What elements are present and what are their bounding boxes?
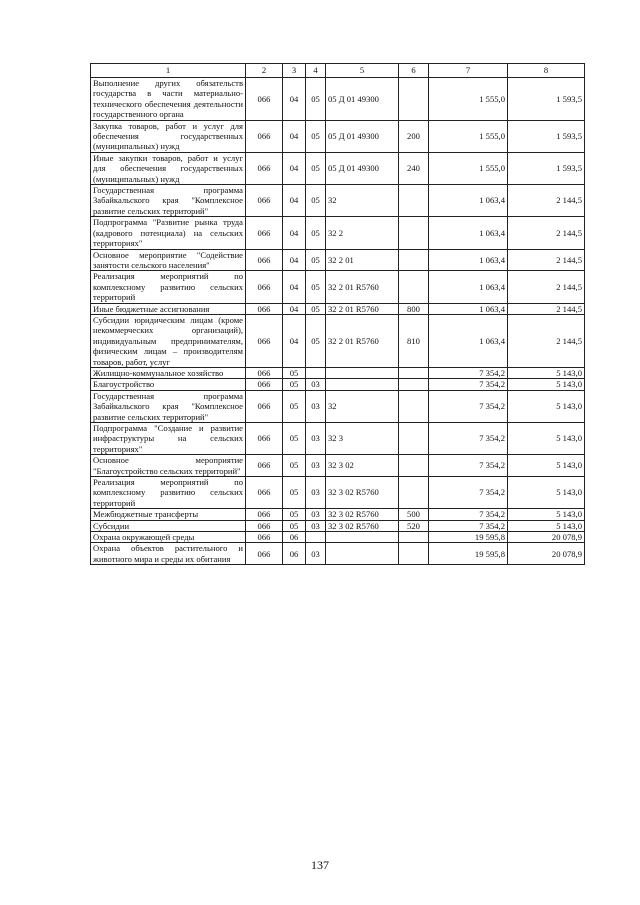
cell-col6	[399, 271, 429, 303]
row-name: Охрана окружающей среды	[91, 532, 246, 543]
table-header-row	[91, 64, 585, 78]
cell-col2: 066	[246, 455, 283, 477]
cell-col5: 32	[326, 390, 399, 422]
row-name: Подпрограмма "Создание и развитие инфраструктуры на сельских территориях"	[91, 423, 246, 455]
cell-col2: 066	[246, 249, 283, 271]
cell-col2: 066	[246, 120, 283, 152]
cell-col3: 05	[283, 423, 306, 455]
cell-col8: 1 593,5	[508, 152, 585, 184]
cell-col6: 200	[399, 120, 429, 152]
cell-col3: 05	[283, 379, 306, 390]
cell-col6	[399, 367, 429, 378]
cell-col5: 32 3 02 R5760	[326, 477, 399, 509]
cell-col4: 05	[306, 303, 326, 314]
row-name: Основное мероприятие "Содействие занятости сельского населения"	[91, 249, 246, 271]
cell-col5: 32 3 02 R5760	[326, 509, 399, 520]
cell-col2: 066	[246, 314, 283, 367]
cell-col7: 7 354,2	[429, 367, 508, 378]
cell-col4	[306, 532, 326, 543]
cell-col6	[399, 543, 429, 565]
cell-col4: 03	[306, 390, 326, 422]
cell-col8: 1 593,5	[508, 120, 585, 152]
cell-col7: 19 595,8	[429, 532, 508, 543]
table-row	[91, 543, 585, 565]
row-name: Охрана объектов растительного и животного мира и среды их обитания	[91, 543, 246, 565]
cell-col4: 05	[306, 185, 326, 217]
cell-col2: 066	[246, 78, 283, 121]
row-name: Основное мероприятие "Благоустройство сельских территорий"	[91, 455, 246, 477]
cell-col6	[399, 477, 429, 509]
cell-col4: 03	[306, 509, 326, 520]
table-row	[91, 185, 585, 217]
cell-col3: 04	[283, 303, 306, 314]
row-name: Межбюджетные трансферты	[91, 509, 246, 520]
row-name: Жилищно-коммунальное хозяйство	[91, 367, 246, 378]
cell-col6: 520	[399, 520, 429, 531]
column-header: 5	[326, 64, 399, 78]
table-row	[91, 390, 585, 422]
cell-col3: 05	[283, 455, 306, 477]
table-row	[91, 120, 585, 152]
cell-col5: 32	[326, 185, 399, 217]
cell-col4: 05	[306, 314, 326, 367]
cell-col3: 05	[283, 477, 306, 509]
cell-col7: 1 555,0	[429, 78, 508, 121]
cell-col7: 1 063,4	[429, 271, 508, 303]
cell-col3: 05	[283, 509, 306, 520]
table-row	[91, 455, 585, 477]
table-row	[91, 217, 585, 249]
cell-col8: 2 144,5	[508, 217, 585, 249]
table-row	[91, 532, 585, 543]
cell-col3: 05	[283, 520, 306, 531]
cell-col7: 1 555,0	[429, 152, 508, 184]
cell-col8: 20 078,9	[508, 532, 585, 543]
cell-col3: 04	[283, 120, 306, 152]
cell-col6	[399, 423, 429, 455]
cell-col8: 20 078,9	[508, 543, 585, 565]
cell-col4: 05	[306, 152, 326, 184]
column-header: 3	[283, 64, 306, 78]
cell-col3: 04	[283, 314, 306, 367]
cell-col4: 03	[306, 520, 326, 531]
cell-col8: 5 143,0	[508, 423, 585, 455]
row-name: Закупка товаров, работ и услуг для обеспечения государственных (муниципальных) нужд	[91, 120, 246, 152]
cell-col4	[306, 367, 326, 378]
cell-col5: 32 2 01	[326, 249, 399, 271]
table-row	[91, 78, 585, 121]
cell-col3: 05	[283, 367, 306, 378]
budget-table	[90, 63, 585, 565]
cell-col7: 7 354,2	[429, 455, 508, 477]
page-number: 137	[311, 858, 329, 872]
cell-col5: 32 3 02	[326, 455, 399, 477]
cell-col8: 2 144,5	[508, 303, 585, 314]
cell-col2: 066	[246, 152, 283, 184]
cell-col6	[399, 249, 429, 271]
cell-col6: 240	[399, 152, 429, 184]
cell-col4: 05	[306, 78, 326, 121]
cell-col6	[399, 217, 429, 249]
cell-col3: 04	[283, 152, 306, 184]
row-name: Благоустройство	[91, 379, 246, 390]
cell-col2: 066	[246, 520, 283, 531]
cell-col2: 066	[246, 390, 283, 422]
cell-col8: 2 144,5	[508, 271, 585, 303]
cell-col3: 04	[283, 271, 306, 303]
column-header: 8	[508, 64, 585, 78]
cell-col3: 05	[283, 390, 306, 422]
cell-col6: 500	[399, 509, 429, 520]
cell-col2: 066	[246, 423, 283, 455]
cell-col5: 05 Д 01 49300	[326, 78, 399, 121]
cell-col2: 066	[246, 379, 283, 390]
cell-col7: 7 354,2	[429, 390, 508, 422]
row-name: Субсидии юридическим лицам (кроме некоммерческих организаций), индивидуальным предпринимателям, физическим лицам – производителям товаров, работ, услуг	[91, 314, 246, 367]
cell-col5: 32 3	[326, 423, 399, 455]
cell-col6: 800	[399, 303, 429, 314]
cell-col7: 7 354,2	[429, 423, 508, 455]
cell-col5: 05 Д 01 49300	[326, 120, 399, 152]
table-row	[91, 367, 585, 378]
cell-col4: 03	[306, 543, 326, 565]
table-row	[91, 314, 585, 367]
cell-col3: 04	[283, 249, 306, 271]
column-header: 7	[429, 64, 508, 78]
column-header: 2	[246, 64, 283, 78]
cell-col7: 1 063,4	[429, 249, 508, 271]
cell-col4: 03	[306, 477, 326, 509]
column-header: 1	[91, 64, 246, 78]
table-row	[91, 509, 585, 520]
row-name: Выполнение других обязательств государства в части материально-технического обеспечения деятельности государственного органа	[91, 78, 246, 121]
cell-col4: 05	[306, 271, 326, 303]
cell-col8: 5 143,0	[508, 379, 585, 390]
cell-col4: 05	[306, 120, 326, 152]
cell-col8: 5 143,0	[508, 509, 585, 520]
cell-col2: 066	[246, 477, 283, 509]
cell-col8: 2 144,5	[508, 185, 585, 217]
column-header: 6	[399, 64, 429, 78]
cell-col4: 03	[306, 423, 326, 455]
row-name: Государственная программа Забайкальского края "Комплексное развитие сельских территорий"	[91, 185, 246, 217]
cell-col7: 7 354,2	[429, 520, 508, 531]
cell-col2: 066	[246, 367, 283, 378]
cell-col2: 066	[246, 509, 283, 520]
row-name: Иные закупки товаров, работ и услуг для обеспечения государственных (муниципальных) нужд	[91, 152, 246, 184]
row-name: Государственная программа Забайкальского края "Комплексное развитие сельских территорий"	[91, 390, 246, 422]
cell-col7: 1 063,4	[429, 303, 508, 314]
cell-col5	[326, 532, 399, 543]
cell-col5	[326, 367, 399, 378]
cell-col5	[326, 379, 399, 390]
cell-col7: 1 063,4	[429, 217, 508, 249]
cell-col5: 32 2	[326, 217, 399, 249]
cell-col7: 1 555,0	[429, 120, 508, 152]
cell-col4: 05	[306, 249, 326, 271]
row-name: Реализация мероприятий по комплексному развитию сельских территорий	[91, 477, 246, 509]
row-name: Иные бюджетные ассигнования	[91, 303, 246, 314]
cell-col5: 32 2 01 R5760	[326, 303, 399, 314]
table-row	[91, 303, 585, 314]
cell-col5	[326, 543, 399, 565]
cell-col6: 810	[399, 314, 429, 367]
cell-col2: 066	[246, 543, 283, 565]
cell-col7: 1 063,4	[429, 185, 508, 217]
cell-col7: 7 354,2	[429, 509, 508, 520]
cell-col7: 7 354,2	[429, 379, 508, 390]
cell-col8: 5 143,0	[508, 455, 585, 477]
cell-col2: 066	[246, 217, 283, 249]
cell-col7: 1 063,4	[429, 314, 508, 367]
cell-col2: 066	[246, 303, 283, 314]
row-name: Реализация мероприятий по комплексному развитию сельских территорий	[91, 271, 246, 303]
cell-col6	[399, 390, 429, 422]
row-name: Субсидии	[91, 520, 246, 531]
cell-col7: 7 354,2	[429, 477, 508, 509]
cell-col8: 2 144,5	[508, 249, 585, 271]
column-header: 4	[306, 64, 326, 78]
cell-col5: 32 2 01 R5760	[326, 271, 399, 303]
table-row	[91, 249, 585, 271]
cell-col2: 066	[246, 271, 283, 303]
cell-col6	[399, 185, 429, 217]
table-body	[91, 64, 585, 565]
cell-col6	[399, 532, 429, 543]
cell-col6	[399, 379, 429, 390]
table-row	[91, 520, 585, 531]
cell-col4: 05	[306, 217, 326, 249]
table-row	[91, 423, 585, 455]
cell-col3: 04	[283, 185, 306, 217]
row-name: Подпрограмма "Развитие рынка труда (кадрового потенциала) на сельских территориях"	[91, 217, 246, 249]
cell-col8: 5 143,0	[508, 367, 585, 378]
cell-col5: 32 3 02 R5760	[326, 520, 399, 531]
cell-col3: 04	[283, 78, 306, 121]
table-row	[91, 271, 585, 303]
cell-col4: 03	[306, 455, 326, 477]
cell-col5: 32 2 01 R5760	[326, 314, 399, 367]
cell-col8: 5 143,0	[508, 477, 585, 509]
cell-col2: 066	[246, 532, 283, 543]
cell-col6	[399, 78, 429, 121]
cell-col3: 06	[283, 543, 306, 565]
cell-col4: 03	[306, 379, 326, 390]
table-row	[91, 152, 585, 184]
table-row	[91, 477, 585, 509]
cell-col8: 5 143,0	[508, 390, 585, 422]
cell-col5: 05 Д 01 49300	[326, 152, 399, 184]
table-row	[91, 379, 585, 390]
cell-col6	[399, 455, 429, 477]
cell-col8: 5 143,0	[508, 520, 585, 531]
cell-col7: 19 595,8	[429, 543, 508, 565]
cell-col3: 04	[283, 217, 306, 249]
cell-col8: 1 593,5	[508, 78, 585, 121]
cell-col3: 06	[283, 532, 306, 543]
cell-col2: 066	[246, 185, 283, 217]
cell-col8: 2 144,5	[508, 314, 585, 367]
